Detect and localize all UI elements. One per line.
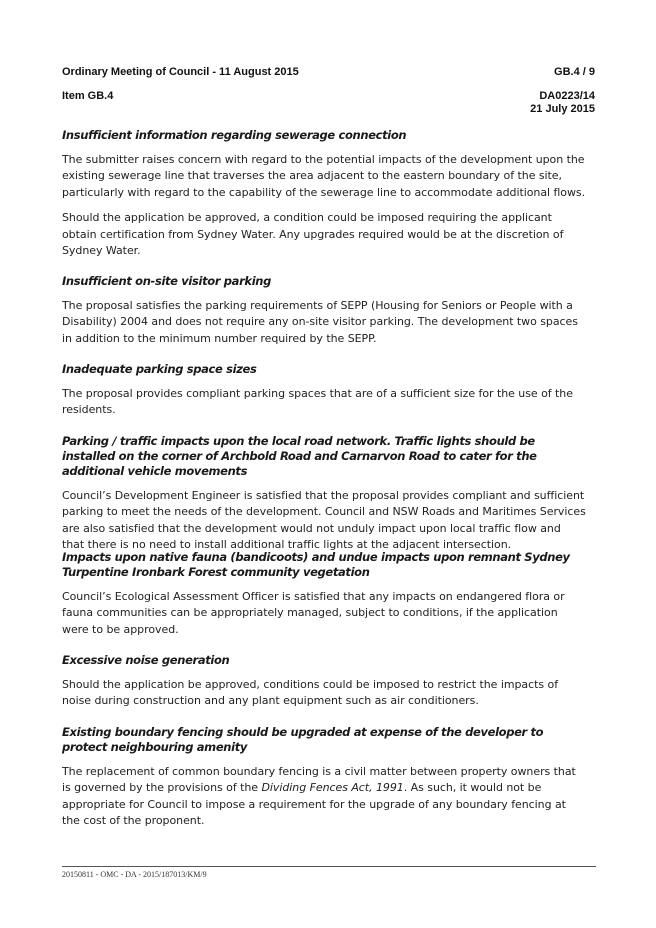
section-heading: Insufficient information regarding sewerage connection (62, 128, 407, 142)
paragraph: Should the application be approved, conditions could be imposed to restrict the impacts of noise during construction and any plant equipment such as air conditioners. (62, 678, 559, 708)
section-heading: Inadequate parking space sizes (62, 362, 257, 376)
paragraph: Council’s Ecological Assessment Officer is satisfied that any impacts on endangered flora or fauna communities can be appropriately managed, subject to conditions, if the application were to be approved. (62, 590, 565, 636)
meeting-title: Ordinary Meeting of Council - 11 August 2015 (62, 66, 299, 78)
footer-divider (62, 866, 596, 867)
section-traffic-impacts (62, 434, 586, 554)
footer-reference: 20150811 - OMC - DA - 2015/187013/KM/9 (62, 870, 207, 879)
section-boundary-fencing (62, 725, 586, 830)
section-noise (62, 653, 586, 710)
paragraph: Council’s Development Engineer is satisfied that the proposal provides compliant and sufficient parking to meet the needs of the development. Council and NSW Roads and Maritimes Services are also satisfied that the development would not unduly impact upon local traffic flow and that there is no need to install additional traffic lights at the adjacent intersection. (62, 489, 586, 552)
paragraph: The submitter raises concern with regard to the potential impacts of the development upon the existing sewerage line that traverses the area adjacent to the eastern boundary of the site, particularly with regard to the capability of the sewerage line to accommodate additional flows. (62, 153, 586, 199)
paragraph: Should the application be approved, a condition could be imposed requiring the applicant obtain certification from Sydney Water. Any upgrades required would be at the discretion of Sydney Water. (62, 211, 564, 258)
section-native-fauna (62, 550, 586, 638)
page-reference: GB.4 / 9 (554, 66, 595, 78)
report-date: 21 July 2015 (530, 103, 595, 115)
paragraph (62, 764, 586, 830)
act-name: Dividing Fences Act, 1991 (261, 781, 404, 795)
section-visitor-parking (62, 274, 586, 347)
section-parking-sizes (62, 362, 586, 419)
da-number: DA0223/14 (539, 90, 595, 102)
section-heading: Impacts upon native fauna (bandicoots) and undue impacts upon remnant Sydney Turpentine Ironbark Forest community vegetation (62, 550, 570, 579)
paragraph: The proposal satisfies the parking requirements of SEPP (Housing for Seniors or People with a Disability) 2004 and does not require any on-site visitor parking. The development two spaces in addition to the minimum number required by the SEPP. (62, 299, 578, 345)
section-heading: Existing boundary fencing should be upgraded at expense of the developer to protect neighbouring amenity (62, 725, 544, 754)
paragraph: The proposal provides compliant parking spaces that are of a sufficient size for the use of the residents. (62, 387, 573, 417)
section-heading: Parking / traffic impacts upon the local road network. Traffic lights should be installed on the corner of Archbold Road and Carnarvon Road to cater for the additional vehicle movements (62, 434, 537, 478)
section-sewerage (62, 128, 586, 259)
item-number: Item GB.4 (62, 90, 114, 102)
paragraph-text: . As such, it would not be appropriate for Council to impose a requirement for the upgrade of any boundary fencing at the cost of the proponent. (62, 781, 566, 828)
paragraph-text: The replacement of common boundary fencing is a civil matter between property owners that is governed by the provisions of the (62, 765, 576, 795)
section-heading: Excessive noise generation (62, 653, 230, 667)
section-heading: Insufficient on-site visitor parking (62, 274, 272, 288)
